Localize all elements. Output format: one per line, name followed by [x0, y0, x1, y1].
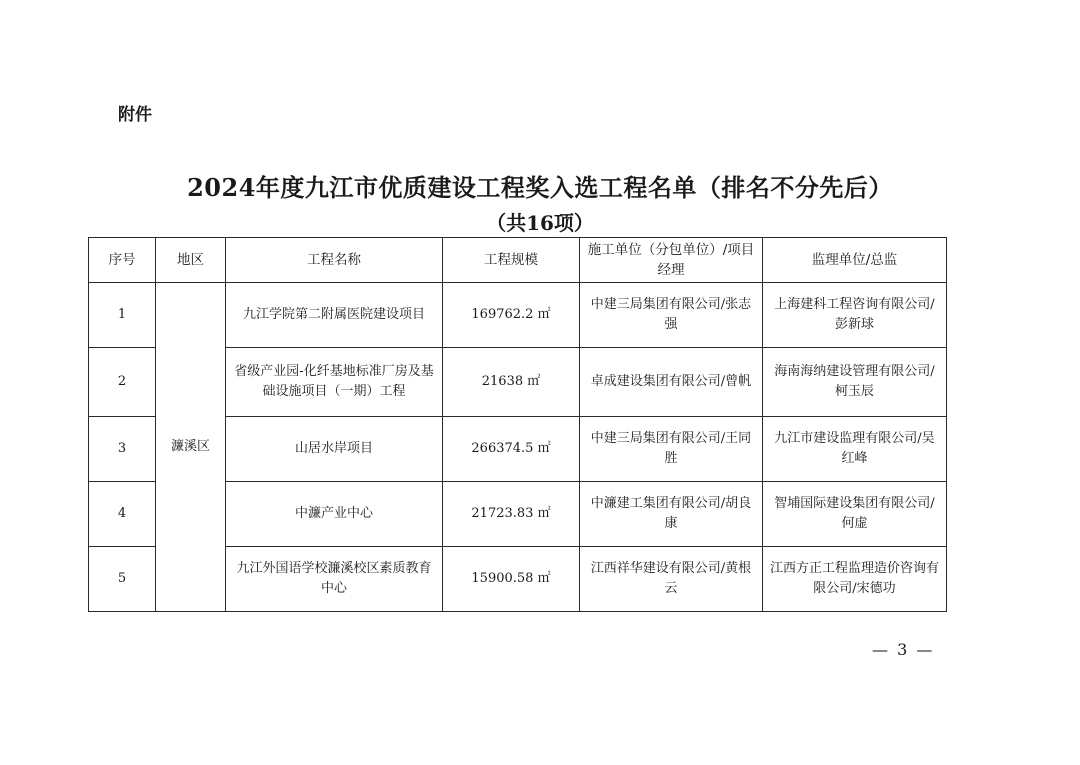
supervisor: 江西方正工程监理造价咨询有限公司/宋德功: [763, 547, 947, 612]
project-name: 省级产业园-化纤基地标准厂房及基础设施项目（一期）工程: [226, 348, 443, 417]
row-index: 1: [89, 283, 156, 348]
awards-table: [88, 237, 947, 612]
project-name: 九江外国语学校濂溪校区素质教育中心: [226, 547, 443, 612]
project-scale: 21638 ㎡: [443, 348, 580, 417]
project-scale: 15900.58 ㎡: [443, 547, 580, 612]
row-index: 2: [89, 348, 156, 417]
supervisor: 九江市建设监理有限公司/吴红峰: [763, 417, 947, 482]
supervisor: 海南海纳建设管理有限公司/柯玉辰: [763, 348, 947, 417]
col-header-supervisor: 监理单位/总监: [763, 238, 947, 283]
row-index: 5: [89, 547, 156, 612]
project-scale: 266374.5 ㎡: [443, 417, 580, 482]
col-header-index: 序号: [89, 238, 156, 283]
row-index: 3: [89, 417, 156, 482]
contractor: 江西祥华建设有限公司/黄根云: [580, 547, 763, 612]
contractor: 中濂建工集团有限公司/胡良康: [580, 482, 763, 547]
contractor: 中建三局集团有限公司/张志强: [580, 283, 763, 348]
document-subtitle: （共16项）: [486, 211, 594, 235]
col-header-scale: 工程规模: [443, 238, 580, 283]
page-number: — 3 —: [872, 640, 935, 659]
contractor: 中建三局集团有限公司/王同胜: [580, 417, 763, 482]
project-name: 九江学院第二附属医院建设项目: [226, 283, 443, 348]
document-title: 2024年度九江市优质建设工程奖入选工程名单（排名不分先后）: [187, 173, 893, 202]
col-header-region: 地区: [156, 238, 226, 283]
attachment-label: 附件: [118, 105, 152, 125]
supervisor: 智埔国际建设集团有限公司/何虚: [763, 482, 947, 547]
table-header-row: [89, 238, 947, 283]
table-row: [89, 283, 947, 348]
project-name: 中濂产业中心: [226, 482, 443, 547]
region-cell: 濂溪区: [156, 283, 226, 612]
project-scale: 21723.83 ㎡: [443, 482, 580, 547]
project-name: 山居水岸项目: [226, 417, 443, 482]
supervisor: 上海建科工程咨询有限公司/彭新球: [763, 283, 947, 348]
project-scale: 169762.2 ㎡: [443, 283, 580, 348]
row-index: 4: [89, 482, 156, 547]
col-header-contractor: 施工单位（分包单位）/项目经理: [580, 238, 763, 283]
col-header-project-name: 工程名称: [226, 238, 443, 283]
contractor: 卓成建设集团有限公司/曾帆: [580, 348, 763, 417]
